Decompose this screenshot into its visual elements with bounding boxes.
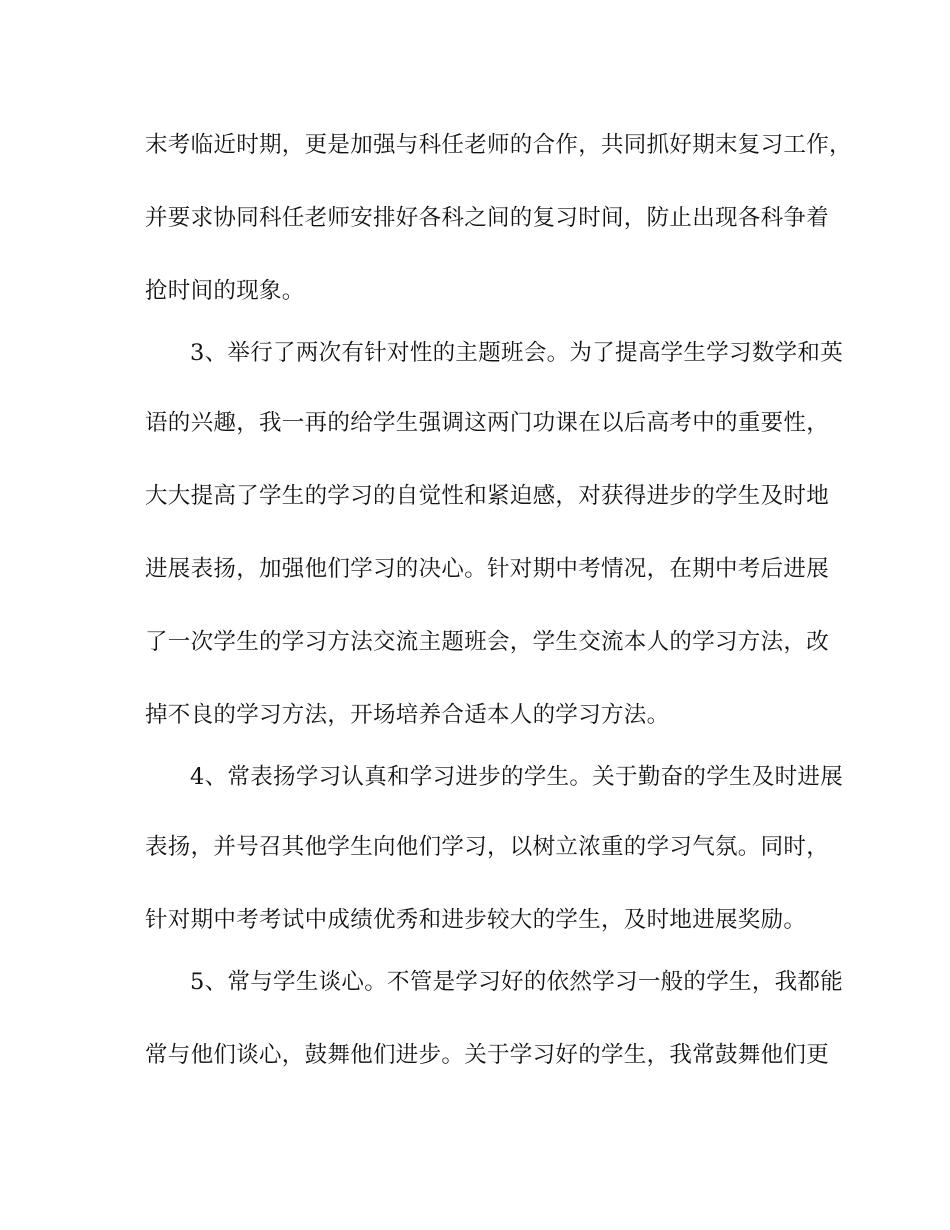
text-line: 抢时间的现象。 — [145, 278, 305, 304]
text-line: 常与他们谈心，鼓舞他们进步。关于学习好的学生，我常鼓舞他们更 — [145, 1042, 830, 1068]
paragraph-5-first-line: 5、常与学生谈心。不管是学习好的依然学习一般的学生，我都能 — [190, 969, 844, 995]
text-line: 了一次学生的学习方法交流主题班会，学生交流本人的学习方法，改 — [145, 629, 830, 655]
paragraph-4-first-line: 4、常表扬学习认真和学习进步的学生。关于勤奋的学生及时进展 — [190, 764, 844, 790]
text-line: 表扬，并号召其他学生向他们学习，以树立浓重的学习气氛。同时， — [145, 834, 830, 860]
text-line: 掉不良的学习方法，开场培养合适本人的学习方法。 — [145, 702, 670, 728]
paragraph-3-first-line: 3、举行了两次有针对性的主题班会。为了提高学生学习数学和英 — [190, 340, 844, 366]
text-line: 语的兴趣，我一再的给学生强调这两门功课在以后高考中的重要性， — [145, 410, 830, 436]
text-line: 大大提高了学生的学习的自觉性和紧迫感，对获得进步的学生及时地 — [145, 483, 830, 509]
text-line: 末考临近时期，更是加强与科任老师的合作，共同抓好期末复习工作， — [145, 132, 852, 158]
text-line: 针对期中考考试中成绩优秀和进步较大的学生，及时地进展奖励。 — [145, 907, 807, 933]
text-line: 并要求协同科任老师安排好各科之间的复习时间，防止出现各科争着 — [145, 205, 830, 231]
text-line: 进展表扬，加强他们学习的决心。针对期中考情况，在期中考后进展 — [145, 556, 830, 582]
